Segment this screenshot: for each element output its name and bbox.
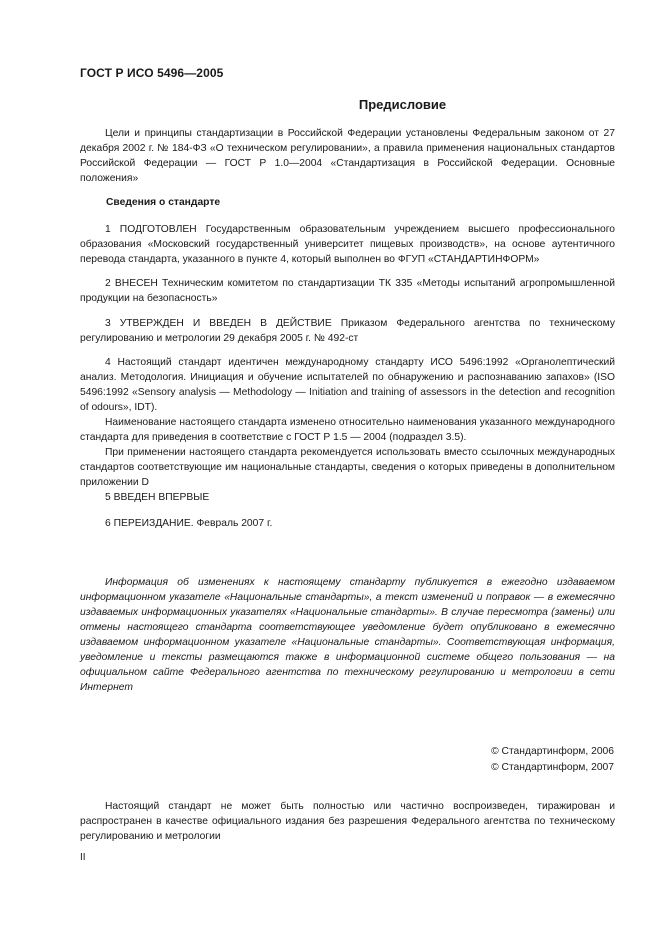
item-2: [80, 276, 615, 306]
item-5-text: 5 ВВЕДЕН ВПЕРВЫЕ: [105, 492, 210, 503]
item-6: [80, 516, 615, 531]
document-header: ГОСТ Р ИСО 5496—2005: [80, 66, 224, 80]
copyright-2006: © Стандартинформ, 2006: [491, 746, 614, 757]
page-title: Предисловие: [358, 97, 447, 112]
copyright-2007: © Стандартинформ, 2007: [491, 762, 614, 773]
item-5: [80, 490, 615, 505]
notice-text: Информация об изменениях к настоящему стандарту публикуется в ежегодно издаваемом информационном указателе «Национальные стандарты», а текст изменений и поправок — в ежемесячно издаваемых информационных указателях «Национальные стандарты». В случае пересмотра (замены) или отмены настоящего стандарта соответствующее уведомление будет опубликовано в ежемесячно издаваемом информационном указателе «Национальные стандарты». Соответствующая информация, уведомление и тексты размещаются также в информационной системе общего пользования — на официальном сайте Федерального агентства по техническому регулированию и метрологии в сети Интернет: [80, 577, 615, 693]
item-6-text: 6 ПЕРЕИЗДАНИЕ. Февраль 2007 г.: [105, 518, 273, 529]
item-3-text: 3 УТВЕРЖДЕН И ВВЕДЕН В ДЕЙСТВИЕ Приказом Федерального агентства по техническому регулированию и метрологии 29 декабря 2005 г. № 492-ст: [80, 318, 615, 344]
item-4-note-1: Наименование настоящего стандарта изменено относительно наименования указанного международного стандарта для приведения в соответствие с ГОСТ Р 1.5 — 2004 (подраздел 3.5).: [80, 417, 615, 443]
page-number: II: [80, 852, 86, 863]
footer-notice-text: Настоящий стандарт не может быть полностью или частично воспроизведен, тиражирован и распространен в качестве официального издания без разрешения Федерального агентства по техническому регулированию и метрологии: [80, 801, 615, 842]
item-3: [80, 316, 615, 346]
notice-paragraph: [80, 575, 615, 695]
item-4-note-2: При применении настоящего стандарта рекомендуется использовать вместо ссылочных международных стандартов соответствующие им национальные стандарты, сведения о которых приведены в дополнительном приложении D: [80, 447, 615, 488]
item-1: [80, 222, 615, 267]
section-heading: Сведения о стандарте: [106, 197, 221, 208]
intro-text: Цели и принципы стандартизации в Российской Федерации установлены Федеральным законом от 27 декабря 2002 г. № 184-ФЗ «О техническом регулировании», а правила применения национальных стандартов Российской Федерации — ГОСТ Р 1.0—2004 «Стандартизация в Российской Федерации. Основные положения»: [80, 128, 615, 184]
item-4: [80, 355, 615, 490]
item-4-text: 4 Настоящий стандарт идентичен международному стандарту ИСО 5496:1992 «Органолептический анализ. Методология. Инициация и обучение испытателей по обнаружению и распознаванию запахов» (ISO 5496:1992 «Sensory analysis — Methodology — Initiation and training of assessors in the detection and recognition of odours», IDT).: [80, 357, 615, 413]
intro-paragraph: [80, 126, 615, 186]
copyright-block: [491, 744, 614, 776]
footer-notice: [80, 799, 615, 844]
item-2-text: 2 ВНЕСЕН Техническим комитетом по стандартизации ТК 335 «Методы испытаний агропромышленной продукции на безопасность»: [80, 278, 615, 304]
item-1-text: 1 ПОДГОТОВЛЕН Государственным образовательным учреждением высшего профессионального образования «Московский государственный университет пищевых производств», на основе аутентичного перевода стандарта, указанного в пункте 4, который выполнен во ФГУП «СТАНДАРТИНФОРМ»: [80, 224, 615, 265]
